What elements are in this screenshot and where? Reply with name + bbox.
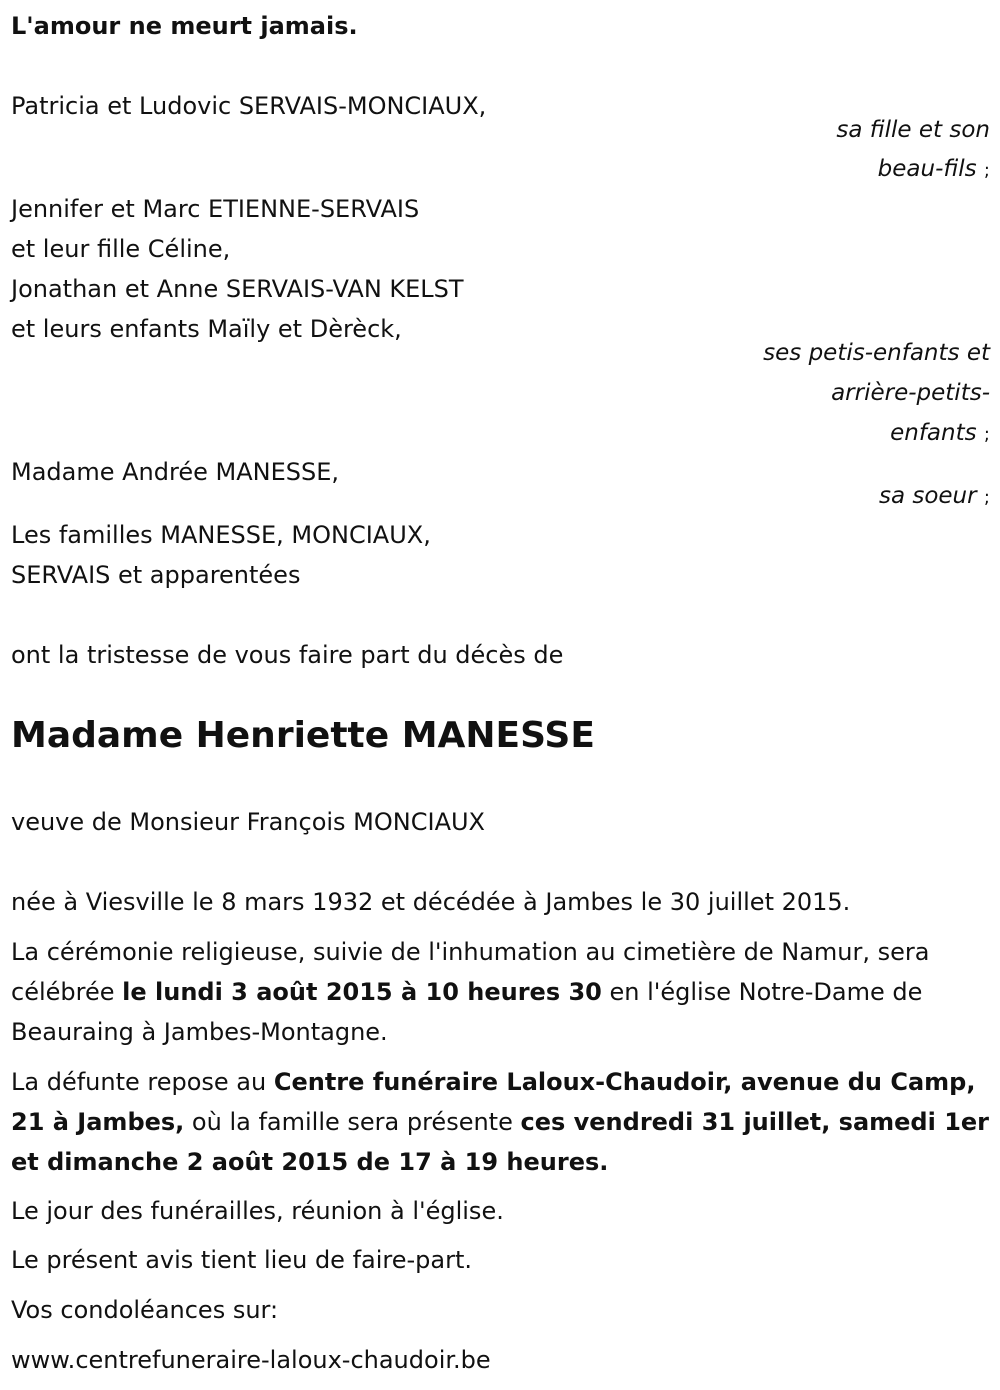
grandchild-line-1: Jennifer et Marc ETIENNE-SERVAIS — [11, 195, 420, 223]
deceased-name: Madame Henriette MANESSE — [11, 715, 595, 756]
grandchild-relation-2: arrière-petits- — [831, 380, 990, 406]
daughter-relation-1: sa fille et son — [836, 117, 990, 143]
funeral-day-note: Le jour des funérailles, réunion à l'église. — [11, 1197, 504, 1225]
grandchild-relation-3: enfants ; — [890, 420, 990, 446]
ceremony-paragraph: La cérémonie religieuse, suivie de l'inhumation au cimetière de Namur, sera célébrée le lundi 3 août 2015 à 10 heures 30 en l'église Notre-Dame de Beauraing à Jambes-Montagne. — [11, 938, 930, 1046]
grandchild-line-4: et leurs enfants Maïly et Dèrèck, — [11, 315, 402, 343]
birth-death-dates: née à Viesville le 8 mars 1932 et décédée à Jambes le 30 juillet 2015. — [11, 888, 851, 916]
families-line-1: Les familles MANESSE, MONCIAUX, — [11, 521, 431, 549]
motto: L'amour ne meurt jamais. — [11, 12, 358, 40]
announcement: ont la tristesse de vous faire part du décès de — [11, 641, 564, 669]
website-link[interactable]: www.centrefuneraire-laloux-chaudoir.be — [11, 1346, 491, 1374]
widow-of: veuve de Monsieur François MONCIAUX — [11, 808, 485, 836]
rest-paragraph: La défunte repose au Centre funéraire Laloux-Chaudoir, avenue du Camp, 21 à Jambes, où la famille sera présente ces vendredi 31 juillet, samedi 1er et dimanche 2 août 2015 de 17 à 19 heures. — [11, 1068, 989, 1176]
sister-line: Madame Andrée MANESSE, — [11, 458, 339, 486]
visitation-times: ces vendredi 31 juillet, samedi 1er et dimanche 2 août 2015 de 17 à 19 heures. — [11, 1108, 989, 1176]
notice-note: Le présent avis tient lieu de faire-part. — [11, 1246, 473, 1274]
grandchild-line-2: et leur fille Céline, — [11, 235, 231, 263]
funeral-home: Centre funéraire Laloux-Chaudoir, avenue du Camp, 21 à Jambes, — [11, 1068, 976, 1136]
grandchild-line-3: Jonathan et Anne SERVAIS-VAN KELST — [11, 275, 464, 303]
ceremony-datetime: le lundi 3 août 2015 à 10 heures 30 — [122, 978, 602, 1006]
families-line-2: SERVAIS et apparentées — [11, 561, 301, 589]
sister-relation: sa soeur ; — [878, 483, 990, 509]
grandchild-relation-1: ses petis-enfants et — [763, 340, 990, 366]
condolences-label: Vos condoléances sur: — [11, 1296, 279, 1324]
daughter-line: Patricia et Ludovic SERVAIS-MONCIAUX, — [11, 92, 487, 120]
daughter-relation-2: beau-fils ; — [877, 156, 990, 182]
